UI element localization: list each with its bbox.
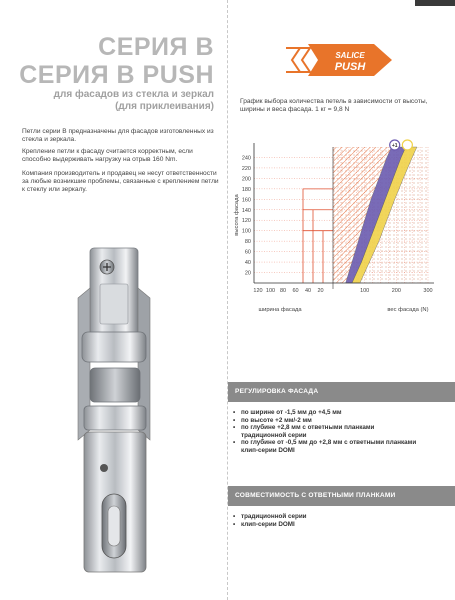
y-axis-label: высота фасада: [234, 194, 240, 236]
logo-push-word: PUSH: [334, 61, 366, 73]
list-item: • традиционной серии: [233, 513, 445, 521]
list-item: клип-серии DOMI: [241, 446, 295, 454]
y-tick-label: 100: [241, 228, 251, 235]
subtitle: для фасадов из стекла и зеркал: [53, 89, 214, 100]
list-item: • по глубине +2,8 мм с ответными планками: [233, 424, 445, 432]
y-tick-label: 220: [241, 165, 251, 172]
series-title: СЕРИЯ B: [98, 33, 214, 61]
x-axis-label-weight: вес фасада (N): [387, 307, 429, 313]
x-tick-label: 120: [253, 288, 263, 294]
x-tick-label: 100: [265, 288, 276, 294]
series-marker: [402, 140, 412, 150]
x-tick-label: 40: [304, 288, 312, 294]
logo-word: SALICE: [335, 51, 365, 60]
list-item: • по ширине от -1,5 мм до +4,5 мм: [233, 409, 445, 417]
x-tick-label: 20: [317, 288, 324, 294]
hinge-photo: [60, 240, 170, 580]
description-paragraph: Компания производитель и продавец не несут ответственности за любые возникшие проблемы, связанные с креплением петли к стеклу или зеркалу.: [22, 170, 219, 193]
y-tick-label: 180: [241, 186, 251, 193]
y-tick-label: 60: [244, 249, 251, 256]
x-tick-label: 200: [391, 288, 401, 294]
y-tick-label: 20: [244, 270, 251, 277]
x-tick-label: 300: [423, 288, 433, 294]
y-tick-label: 80: [244, 239, 251, 246]
subtitle-note: (для приклеивания): [115, 101, 214, 112]
y-tick-label: 140: [241, 207, 251, 214]
hinge-selection-chart: [228, 125, 448, 325]
y-tick-label: 200: [241, 176, 251, 183]
x-tick-label: 100: [360, 288, 370, 294]
list-item: • клип-серии DOMI: [233, 521, 445, 529]
chart-caption: График выбора количества петель в зависимости от высоты, ширины и веса фасада. 1 кг = 9,8 N: [240, 98, 428, 113]
corner-bar: [415, 0, 455, 6]
x-tick-label: 60: [292, 288, 299, 294]
y-tick-label: 40: [244, 260, 251, 267]
y-tick-label: 240: [241, 155, 251, 162]
salice-push-logo: [284, 42, 394, 78]
adjustment-list: [233, 409, 445, 455]
x-tick-label: 80: [279, 288, 287, 294]
x-axis-label-width: ширина фасада: [258, 307, 302, 313]
list-item: • по глубине от -0,5 мм до +2,8 мм с ответными планками: [233, 439, 445, 447]
list-item: традиционной серии: [241, 431, 307, 439]
series-push-title: СЕРИЯ B PUSH: [19, 61, 214, 89]
description-paragraph: Петли серии B предназначены для фасадов изготовленных из стекла и зеркала.: [22, 128, 214, 143]
adjustment-section-header: РЕГУЛИРОВКА ФАСАДА: [228, 382, 455, 402]
y-tick-label: 160: [241, 197, 251, 204]
list-item: • по высоте +2 мм/-2 мм: [233, 417, 445, 425]
series-label: +1: [391, 143, 398, 149]
y-tick-label: 120: [241, 218, 251, 225]
description-paragraph: Крепление петли к фасаду считается корректным, если способно выдерживать нагрузку на отрыв 160 Nm.: [22, 148, 193, 163]
compatibility-section-header: СОВМЕСТИМОСТЬ С ОТВЕТНЫМИ ПЛАНКАМИ: [228, 486, 455, 506]
compatibility-list: [233, 513, 445, 528]
